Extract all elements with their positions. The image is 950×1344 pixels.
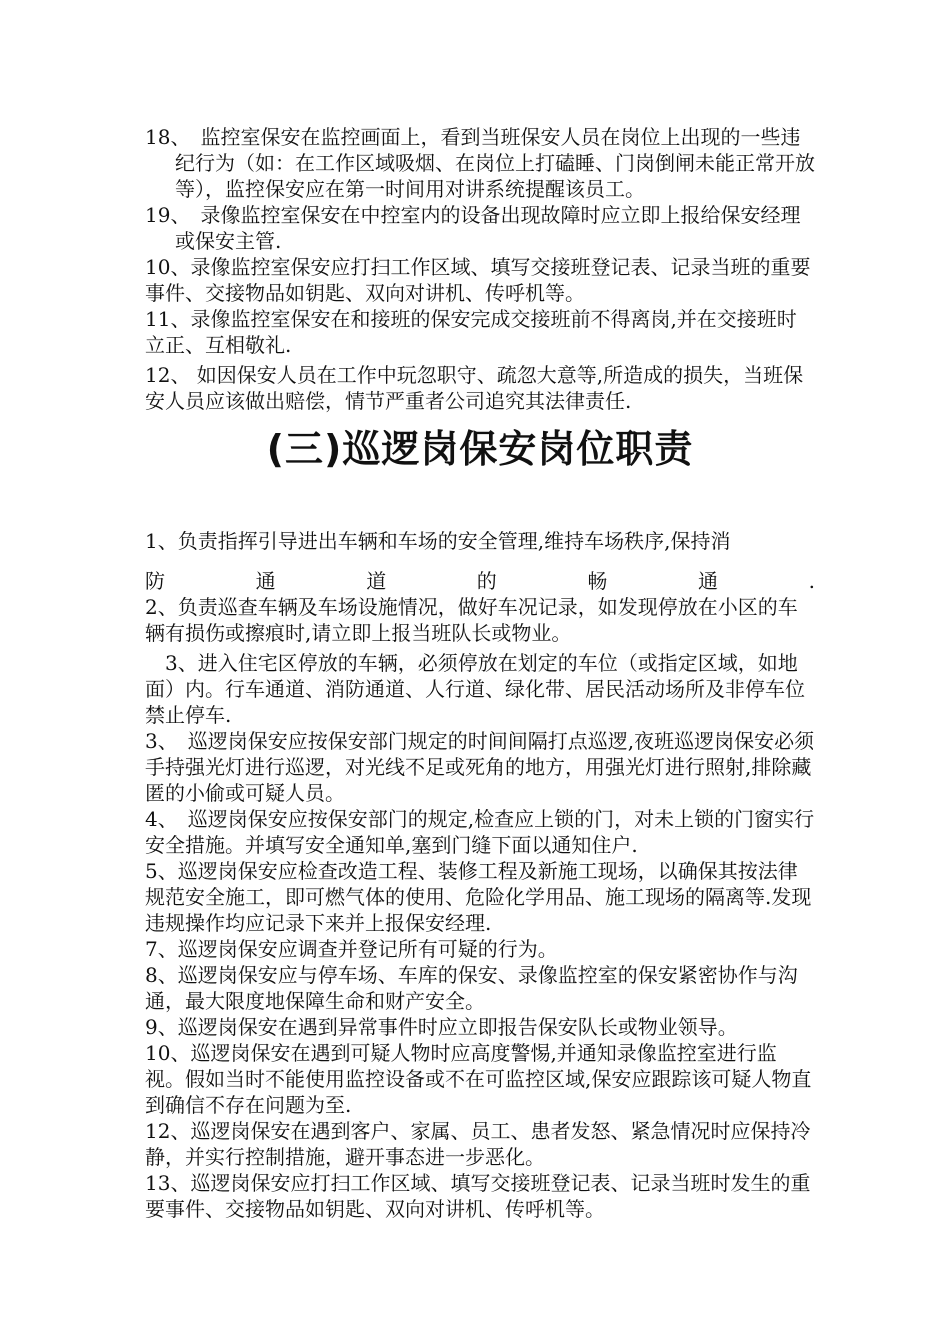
patrol-item-3-parking: 3、进入住宅区停放的车辆，必须停放在划定的车位（或指定区域，如地面）内。行车通道、消防通道、人行道、绿化带、居民活动场所及非停车位禁止停车. <box>145 651 805 727</box>
duty-item-10-monitor: 10、录像监控室保安应打扫工作区域、填写交接班登记表、记录当班的重要事件、交接物品如钥匙、双向对讲机、传呼机等。 <box>145 255 811 305</box>
spread-char: 道 <box>366 569 387 593</box>
spread-char: 的 <box>476 569 497 593</box>
patrol-item-2: 2、负责巡查车辆及车场设施情况，做好车况记录，如发现停放在小区的车辆有损伤或擦痕时,请立即上报当班队长或物业。 <box>145 595 798 645</box>
duty-item-12-monitor: 12、 如因保安人员在工作中玩忽职守、疏忽大意等,所造成的损失，当班保安人员应该做出赔偿，情节严重者公司追究其法律责任. <box>145 363 804 413</box>
patrol-item-12: 12、巡逻岗保安在遇到客户、家属、员工、患者发怒、紧急情况时应保持冷静，并实行控制措施，避开事态进一步恶化。 <box>145 1119 811 1169</box>
patrol-item-13: 13、巡逻岗保安应打扫工作区域、填写交接班登记表、记录当班时发生的重要事件、交接物品如钥匙、双向对讲机、传呼机等。 <box>145 1171 811 1221</box>
patrol-item-7: 7、巡逻岗保安应调查并登记所有可疑的行为。 <box>145 937 558 961</box>
title-spacer <box>145 474 815 528</box>
patrol-item-5: 5、巡逻岗保安应检查改造工程、装修工程及新施工现场，以确保其按法律规范安全施工，即可燃气体的使用、危险化学用品、施工现场的隔离等.发现违规操作均应记录下来并上报保安经理. <box>145 859 812 935</box>
document-page <box>145 124 815 1222</box>
patrol-item-3-rounds: 3、 巡逻岗保安应按保安部门规定的时间间隔打点巡逻,夜班巡逻岗保安必须手持强光灯进行巡逻，对光线不足或死角的地方，用强光灯进行照射,排除藏匿的小偷或可疑人员。 <box>145 729 815 805</box>
spread-char: 畅 <box>587 569 608 593</box>
spread-char: 通 <box>255 569 276 593</box>
patrol-item-1: 1、负责指挥引导进出车辆和车场的安全管理,维持车场秩序,保持消 <box>145 529 731 553</box>
spread-char: 防 <box>145 569 165 593</box>
patrol-item-4: 4、 巡逻岗保安应按保安部门的规定,检查应上锁的门，对未上锁的门窗实行安全措施。并填写安全通知单,塞到门缝下面以通知住户. <box>145 807 815 857</box>
patrol-item-9: 9、巡逻岗保安在遇到异常事件时应立即报告保安队长或物业领导。 <box>145 1015 738 1039</box>
spread-char: . <box>808 569 815 593</box>
duty-item-18: 18、 监控室保安在监控画面上，看到当班保安人员在岗位上出现的一些违纪行为（如：在工作区域吸烟、在岗位上打磕睡、门岗倒闸未能正常开放等），监控保安应在第一时间用对讲系统提醒该员工。 <box>145 125 815 201</box>
duty-item-19: 19、 录像监控室保安在中控室内的设备出现故障时应立即上报给保安经理或保安主管. <box>145 203 801 253</box>
duty-item-11-monitor: 11、录像监控室保安在和接班的保安完成交接班前不得离岗,并在交接班时立正、互相敬礼. <box>145 307 797 357</box>
patrol-item-10: 10、巡逻岗保安在遇到可疑人物时应高度警惕,并通知录像监控室进行监视。假如当时不能使用监控设备或不在可监控区域,保安应跟踪该可疑人物直到确信不存在问题为至. <box>145 1041 812 1117</box>
section-title: (三)巡逻岗保安岗位职责 <box>266 427 694 471</box>
spread-char: 通 <box>697 569 718 593</box>
patrol-item-8: 8、巡逻岗保安应与停车场、车库的保安、录像监控室的保安紧密协作与沟通，最大限度地保障生命和财产安全。 <box>145 963 798 1013</box>
patrol-item-1-justified-line <box>145 568 815 594</box>
